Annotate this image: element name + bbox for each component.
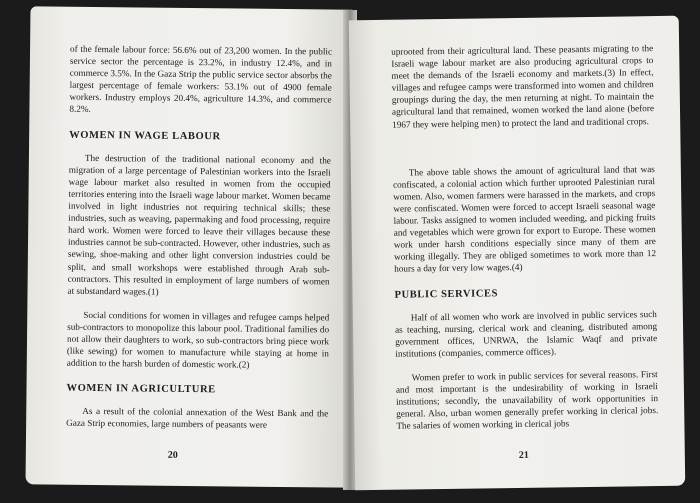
right-para-reasons: Women prefer to work in public services for several reasons. First and most important is the undesirability of working in Israeli institutions; secondly, the unavailability of work opportunities in general. Also, urban women generally prefer working in clerical jobs. The salaries of women working in clerical jobs	[395, 369, 659, 432]
right-page	[349, 16, 686, 491]
heading-wage-labour: WOMEN IN WAGE LABOUR	[69, 129, 221, 142]
left-para-statistics: of the female labour force: 56.6% out of 23,200 women. In the public service sector the percentage is 23.2%, in industry 12.4%, and in commerce 3.5%. In the Gaza Strip the public service sector absorbs the largest percentage of female workers: 53.1% out of 4900 female workers. Industry employs 20.4%, agriculture 14.3%, and commerce 8.2%.	[69, 43, 333, 115]
right-page-number: 21	[518, 449, 529, 461]
left-page-number: 20	[167, 449, 178, 461]
heading-public-services: PUBLIC SERVICES	[394, 287, 499, 301]
left-para-wage-labour: The destruction of the traditional national economy and the migration of a large percentage of Palestinian workers into the Israeli wage labour market also resulted in women from the occupied territories entering into the Israeli wage labour market. Women became involved in light industries not requiring technical skills; these industries, such as weaving, papermaking and food processing, require hard work. Women were forced to leave their villages because these industries cannot be sub-contracted. However, other industries, such as sewing, shoe-making and other light conversion industries could be split, and small workshops were established through Arab sub-contractors. This resulted in employment of large numbers of women at substandard wages.(1)	[67, 152, 331, 297]
right-para-table-note: The above table shows the amount of agricultural land that was confiscated, a colonial action which further uprooted Palestinian rural women. Also, women farmers were harassed in the markets, and crops were confiscated. Women were forced to accept Israeli seasonal wage labour. Tasks assigned to women included weeding, and picking fruits and vegetables which were grown for export to Europe. These women work under harsh conditions especially since many of them are working illegally. They are obliged sometimes to work more than 12 hours a day for very low wages.(4)	[392, 163, 657, 275]
right-page-body	[391, 42, 658, 432]
right-para-uprooted: uprooted from their agricultural land. These peasants migrating to the Israeli wage labour market are also producing agricultural crops to meet the demands of the Israeli economy and markets.(3) In effect, villages and refugee camps were transformed into women and children groupings during the day, the men returning at night. To maintain the agricultural land that remained, women worked the land alone (before 1967 they were helping men) to protect the land and traditional crops.	[391, 43, 655, 130]
left-page-body	[66, 43, 332, 432]
heading-agriculture: WOMEN IN AGRICULTURE	[66, 382, 216, 396]
left-page	[26, 6, 353, 487]
left-para-social-conditions: Social conditions for women in villages and refugee camps helped sub-contractors to monopolize this labour pool. Traditional families do not allow their daughters to work, so sub-contractors bring piece work (like sewing) for women to manufacture while staying at home in addition to the harsh burden of domestic work.(2)	[66, 309, 330, 370]
left-para-agriculture: As a result of the colonial annexation of the West Bank and the Gaza Strip economies, large numbers of peasants were	[66, 406, 329, 431]
right-para-public-services: Half of all women who work are involved in public services such as teaching, nursing, clerical work and cleaning, distributed among government offices, UNRWA, the Islamic Waqf and private institutions (companies, commerce offices).	[394, 308, 658, 359]
